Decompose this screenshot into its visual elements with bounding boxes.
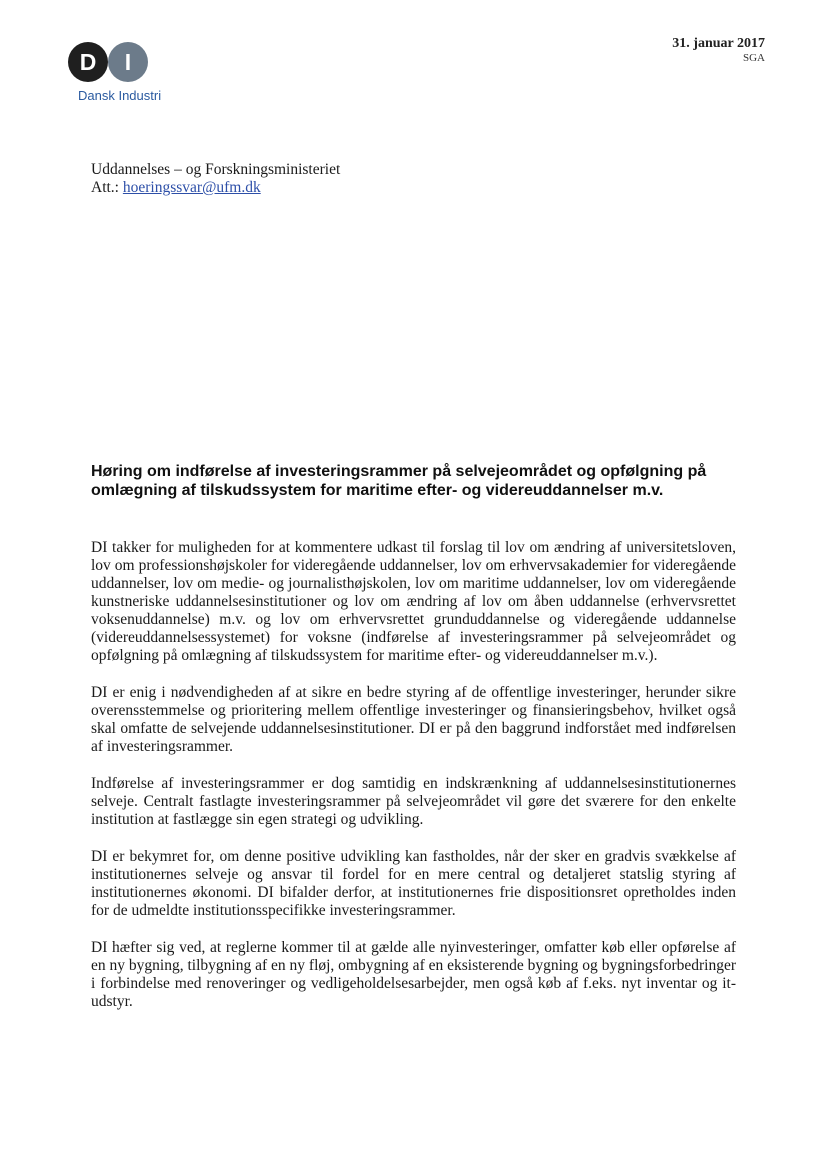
letter-subject: Høring om indførelse af investeringsrammer på selvejeområdet og opfølgning på omlægning af tilskudssystem for maritime efter- og videreuddannelser m.v. — [91, 463, 707, 499]
letter-body — [91, 539, 736, 1030]
recipient-email-link[interactable]: hoeringssvar@ufm.dk — [122, 179, 261, 196]
body-paragraph: DI hæfter sig ved, at reglerne kommer til at gælde alle nyinvesteringer, omfatter køb eller opførelse af en ny bygning, tilbygning af en ny fløj, ombygning af en eksisterende bygning og bygningsforbedringer i forbindelse med renoveringer og vedligeholdelsesarbejder, men også køb af f.eks. nyt inventar og it-udstyr. — [91, 939, 736, 1010]
body-paragraph: Indførelse af investeringsrammer er dog samtidig en indskrænkning af uddannelsesinstitutionernes selveje. Centralt fastlagte investeringsrammer på selvejeområdet vil gøre det sværere for den enkelte institution at fastlægge sin egen strategi og udvikling. — [91, 775, 736, 828]
logo-org-name: Dansk Industri — [78, 88, 162, 103]
recipient-name: Uddannelses – og Forskningsministeriet — [91, 161, 341, 178]
letter-header — [672, 36, 765, 65]
att-label: Att.: — [91, 179, 119, 196]
sender-initials: SGA — [742, 52, 765, 64]
recipient-address — [91, 161, 340, 197]
body-paragraph: DI er bekymret for, om denne positive udvikling kan fastholdes, når der sker en gradvis svækkelse af institutionernes selveje og ansvar til fordel for en mere central og detaljeret statslig styring af institutionernes økonomi. DI bifalder derfor, at institutionernes frie dispositionsret opretholdes inden for de udmeldte institutionsspecifikke investeringsrammer. — [91, 848, 736, 919]
letter-date: 31. januar 2017 — [672, 36, 765, 51]
di-logo-mark — [68, 40, 158, 84]
body-paragraph: DI er enig i nødvendigheden af at sikre en bedre styring af de offentlige investeringer, herunder sikre overensstemmelse og prioritering mellem offentlige investeringer og finansieringsbehov, hvilket også skal omfatte de selvejende uddannelsesinstitutioner. DI er på den baggrund indforstået med indførelsen af investeringsrammer. — [91, 684, 736, 755]
di-logo — [66, 40, 186, 110]
recipient-att-line — [91, 179, 340, 197]
body-paragraph: DI takker for muligheden for at kommentere udkast til forslag til lov om ændring af universitetsloven, lov om professionshøjskoler for videregående uddannelser, lov om erhvervsakademier for videregående uddannelser, lov om medie- og journalisthøjskolen, lov om maritime uddannelser, lov om videregående kunstneriske uddannelsesinstitutioner og lov om ændring af lov om åben uddannelse (erhvervsrettet voksenuddannelse) m.v. og lov om erhvervsrettet grunduddannelse og videregående uddannelse (videreuddannelsessystemet) for voksne (indførelse af investeringsrammer på selvejeområdet og opfølgning på omlægning af tilskudssystem for maritime efter- og videreuddannelser m.v.). — [91, 539, 736, 664]
logo-letter-i: I — [108, 42, 148, 82]
logo-letter-d: D — [68, 42, 108, 82]
